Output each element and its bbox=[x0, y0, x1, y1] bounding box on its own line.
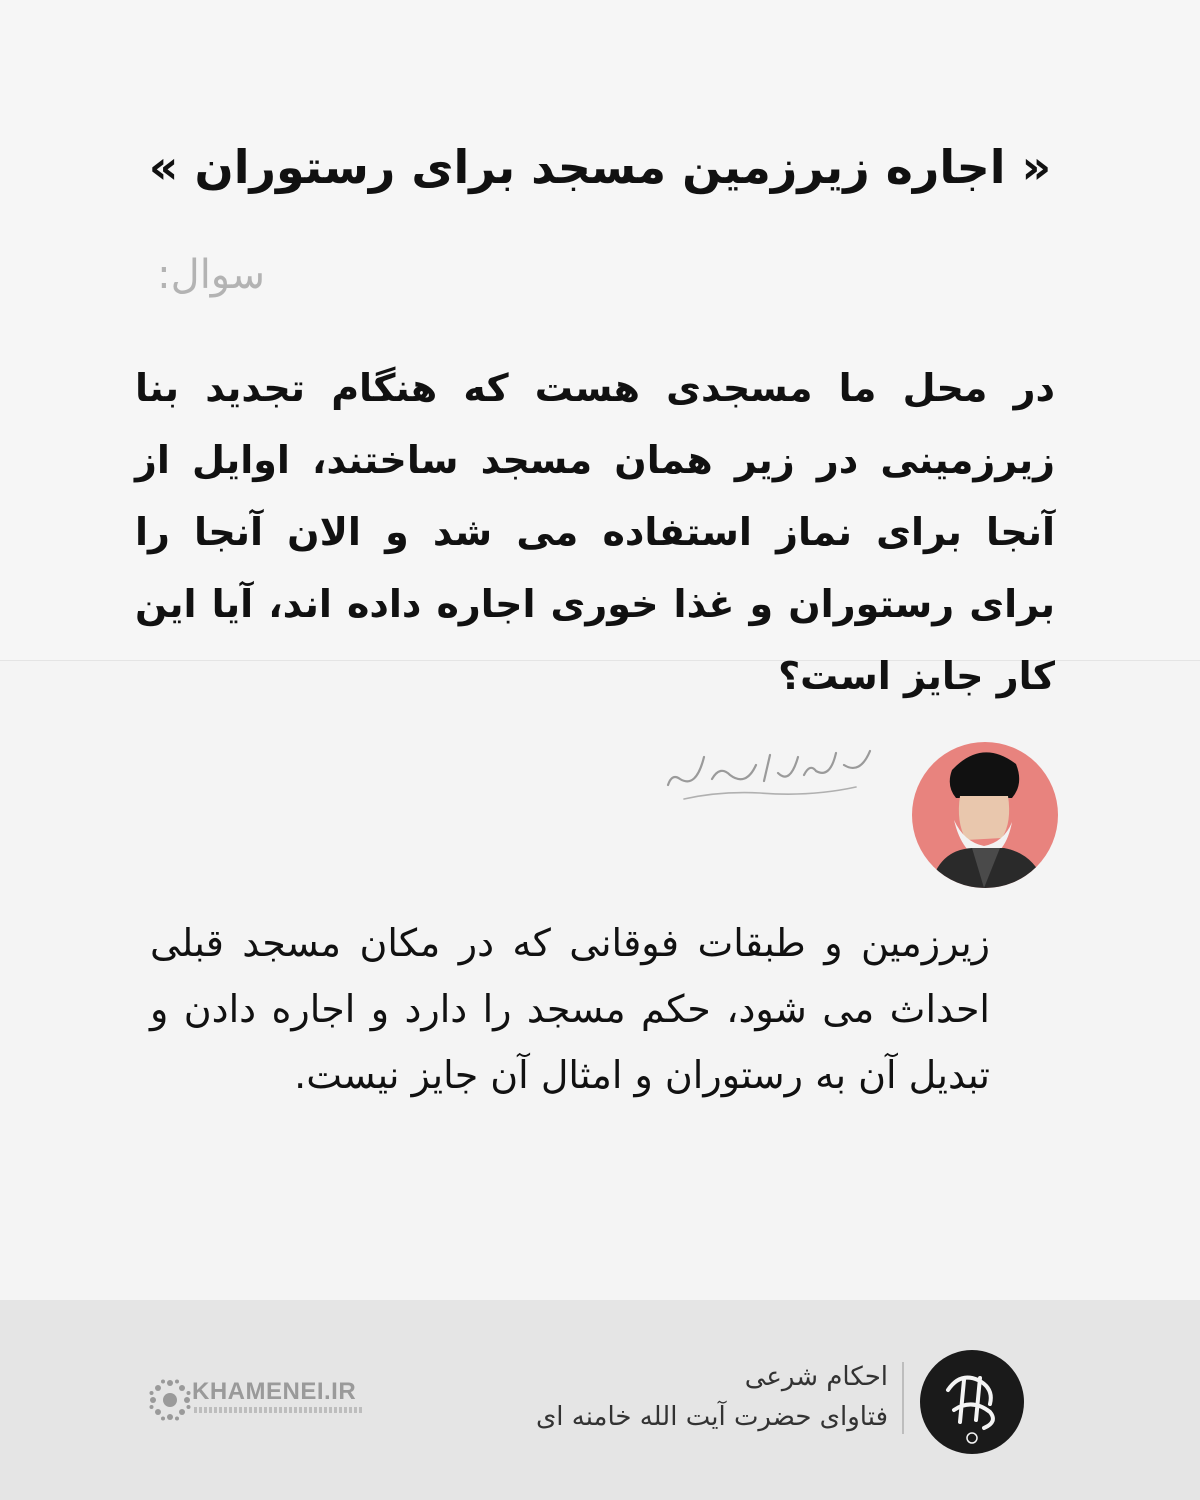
portrait-icon bbox=[912, 742, 1058, 888]
brand-tagline-decoration bbox=[194, 1407, 364, 1413]
footer-separator bbox=[902, 1362, 904, 1434]
brand-logo[interactable] bbox=[148, 1376, 378, 1426]
sunburst-icon bbox=[148, 1378, 192, 1422]
avatar bbox=[912, 742, 1058, 888]
question-label: سوال: bbox=[157, 252, 265, 298]
publisher-logo bbox=[920, 1350, 1024, 1454]
answer-text: زیرزمین و طبقات فوقانی که در مکان مسجد قبلی احداث می شود، حکم مسجد را دارد و اجاره دادن و تبدیل آن به رستوران و امثال آن جایز نیست. bbox=[150, 921, 990, 1097]
calligraphy-logo-icon bbox=[920, 1350, 1024, 1454]
question-text: در محل ما مسجدی هست که هنگام تجدید بنا زیرزمینی در زیر همان مسجد ساختند، اوایل از آنجا برای نماز استفاده می شد و الان آنجا را برای رستوران و غذا خوری اجاره داده اند، آیا این کار جایز است؟ bbox=[135, 366, 1055, 698]
basmala-calligraphy bbox=[660, 735, 880, 805]
brand-name: KHAMENEI.IR bbox=[192, 1378, 357, 1405]
footer-subtitle: فتاوای حضرت آیت الله خامنه ای bbox=[535, 1402, 888, 1432]
footer-category: احکام شرعی bbox=[744, 1362, 888, 1392]
page-title: « اجاره زیرزمین مسجد برای رستوران » bbox=[148, 140, 1052, 194]
